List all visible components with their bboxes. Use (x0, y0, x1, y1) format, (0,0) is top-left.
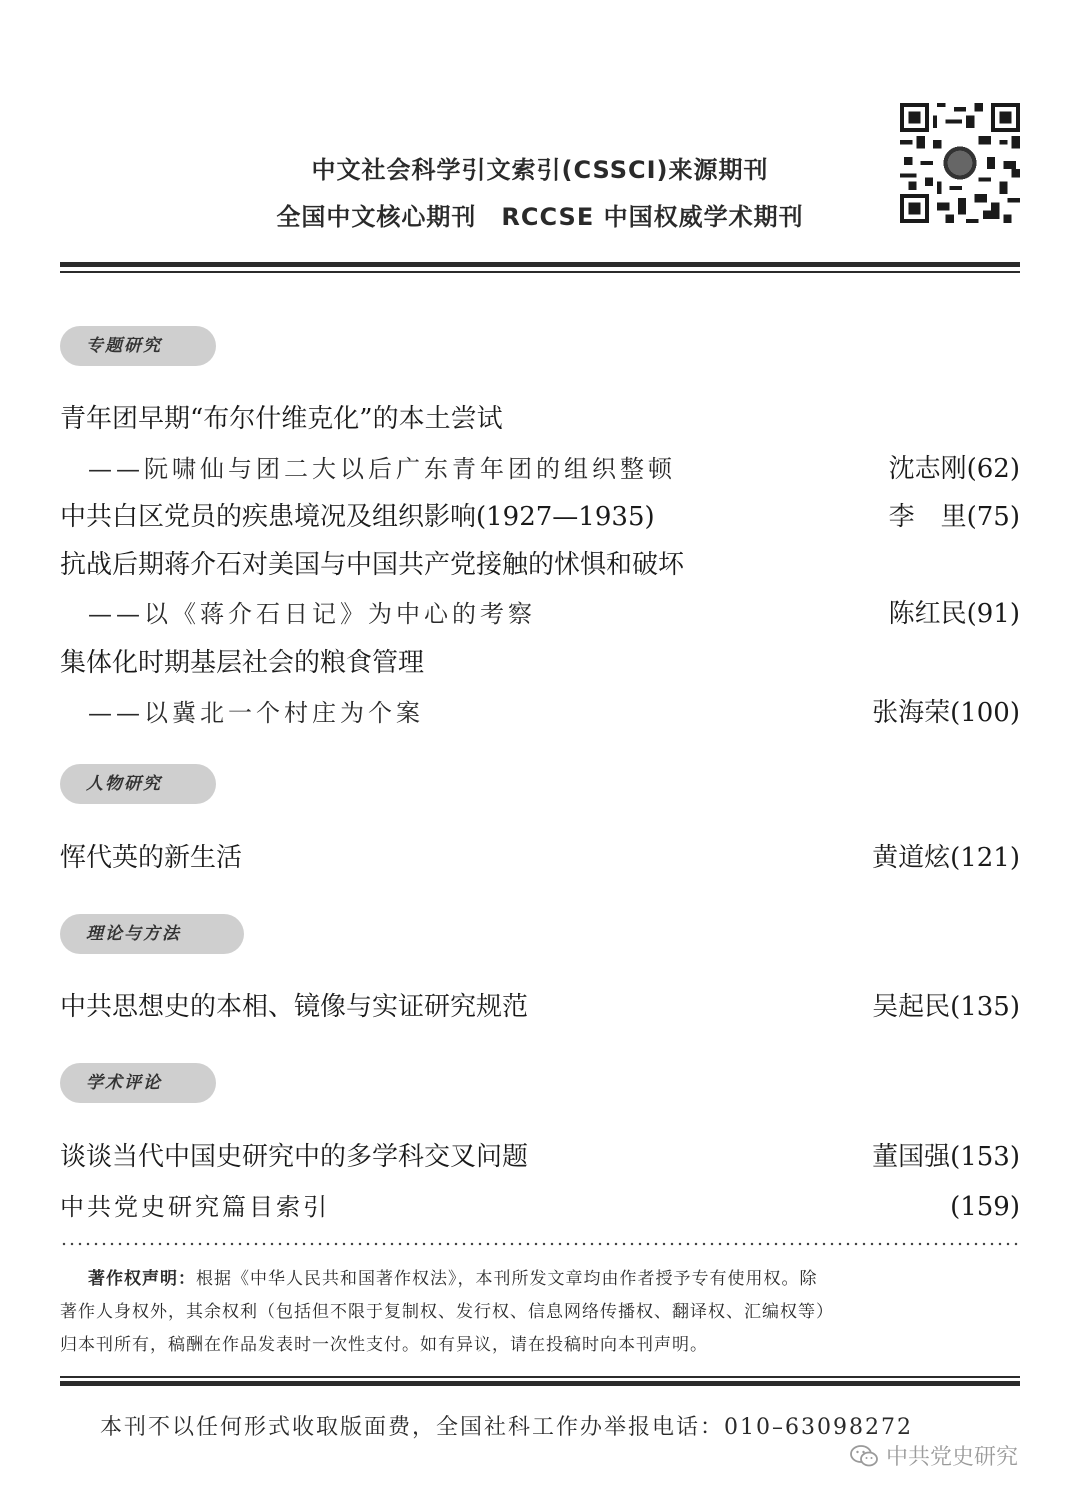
article-subtitle: ——以冀北一个村庄为个案 (88, 699, 424, 727)
article-author-page: 董国强(153) (872, 1142, 1020, 1172)
journal-indexing-line-2: 全国中文核心期刊 RCCSE 中国权威学术期刊 (276, 203, 804, 231)
article-title: 集体化时期基层社会的粮食管理 (60, 648, 425, 678)
article-title: 青年团早期“布尔什维克化”的本土尝试 (60, 404, 503, 434)
qr-code-icon (900, 103, 1020, 223)
article-author-page: 李 里(75) (888, 502, 1020, 532)
article-title: 谈谈当代中国史研究中的多学科交叉问题 (60, 1142, 529, 1172)
copyright-text-line-1: 根据《中华人民共和国著作权法》，本刊所发文章均由作者授予专有使用权。除 (196, 1269, 818, 1289)
no-fee-notice: 本刊不以任何形式收取版面费，全国社科工作办举报电话：010–63098272 (100, 1415, 913, 1440)
copyright-statement (88, 1264, 1020, 1295)
article-author-page: 陈红民(91) (888, 599, 1020, 629)
section-label-theory-and-method: 理论与方法 (60, 914, 244, 954)
article-title: 抗战后期蒋介石对美国与中国共产党接触的怵惧和破坏 (60, 550, 685, 580)
copyright-text-line-2: 著作人身权外，其余权利（包括但不限于复制权、发行权、信息网络传播权、翻译权、汇编权等） (60, 1302, 834, 1322)
journal-indexing-line-1: 中文社会科学引文索引(CSSCI)来源期刊 (311, 156, 769, 184)
watermark-text: 中共党史研究 (886, 1445, 1019, 1470)
wechat-icon (850, 1444, 878, 1468)
article-title: 中共党史研究篇目索引 (60, 1193, 330, 1221)
article-author-page: 黄道炫(121) (872, 843, 1020, 873)
copyright-label: 著作权声明： (88, 1269, 196, 1289)
section-label-special-topics: 专题研究 (60, 326, 216, 366)
dotted-divider (60, 1240, 1020, 1248)
section-label-biographical-studies: 人物研究 (60, 764, 216, 804)
article-subtitle: ——阮啸仙与团二大以后广东青年团的组织整顿 (88, 455, 676, 483)
article-subtitle: ——以《蒋介石日记》为中心的考察 (88, 600, 536, 628)
section-label-academic-review: 学术评论 (60, 1063, 216, 1103)
copyright-text-line-3: 归本刊所有，稿酬在作品发表时一次性支付。如有异议，请在投稿时向本刊声明。 (60, 1335, 708, 1355)
article-author-page: 吴起民(135) (872, 992, 1020, 1022)
article-title: 恽代英的新生活 (60, 843, 243, 873)
article-author-page: (159) (950, 1192, 1020, 1222)
article-title: 中共思想史的本相、镜像与实证研究规范 (60, 992, 529, 1022)
article-author-page: 张海荣(100) (872, 698, 1020, 728)
header-rule-thin (60, 271, 1020, 273)
article-title: 中共白区党员的疾患境况及组织影响(1927—1935) (60, 502, 655, 532)
footer-rule-thick (60, 1381, 1020, 1386)
footer-rule-thin (60, 1376, 1020, 1378)
article-author-page: 沈志刚(62) (888, 454, 1020, 484)
wechat-watermark (850, 1440, 1018, 1471)
header-rule-thick (60, 262, 1020, 267)
